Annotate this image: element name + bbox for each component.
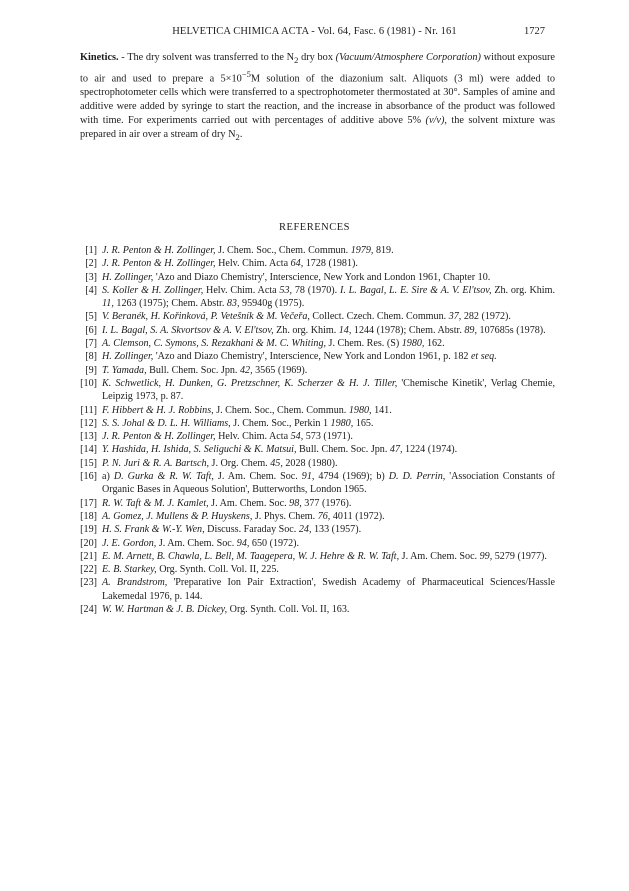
reference-segment: 'Chemische Kinetik', Verlag Chemie, Leipzig 1973, p. 87. [102, 377, 555, 403]
reference-italic: V. Beranék, H. Kořinková, P. Vetešník & M. Večeřa, [102, 311, 310, 323]
reference-italic: 42, [239, 364, 253, 376]
reference-segment: 819. [373, 245, 394, 256]
reference-italic: D. Gurka & R. W. Taft, [113, 471, 214, 483]
reference-number: [4] [85, 284, 97, 296]
reference-italic: D. D. Perrin, [388, 471, 446, 483]
reference-italic: 98, [289, 497, 302, 509]
reference-item [75, 443, 555, 456]
reference-segment: Org. Synth. Coll. Vol. II, 225. [156, 564, 279, 576]
reference-text [102, 443, 555, 456]
reference-italic: 11, [102, 298, 114, 310]
reference-segment: J. Org. Chem. [209, 457, 271, 469]
reference-segment: 107685s (1978). [477, 324, 546, 336]
reference-segment: Org. Synth. Coll. Vol. II, 163. [227, 604, 350, 616]
reference-segment: 95940g (1975). [239, 298, 305, 310]
reference-italic: 76, [317, 510, 331, 522]
reference-italic: W. W. Hartman & J. B. Dickey, [102, 604, 228, 616]
kinetics-text: without exposure to air and used to prepare a 5×10 [80, 52, 555, 85]
reference-italic: 54, [290, 431, 304, 443]
reference-item [75, 377, 555, 404]
reference-number: [10] [80, 377, 97, 389]
reference-segment: 1244 (1978); Chem. Abstr. [351, 324, 465, 336]
reference-item [75, 364, 555, 377]
reference-segment: 'Association Constants of Organic Bases in Aqueous Solution', Butterworths, London 1965. [102, 471, 555, 496]
reference-segment: 78 (1970). [292, 284, 340, 296]
reference-segment: 133 (1957). [311, 524, 362, 536]
reference-number: [3] [85, 271, 97, 283]
reference-number: [5] [85, 311, 97, 323]
reference-text [102, 364, 555, 377]
kinetics-text: - The dry solvent was transferred to the N [118, 52, 295, 63]
reference-italic: 1980, [401, 338, 425, 350]
reference-number: [11] [80, 404, 97, 416]
reference-text [102, 603, 555, 616]
reference-number: [6] [85, 324, 97, 336]
reference-number: [19] [80, 524, 97, 536]
reference-italic: A. Clemson, C. Symons, S. Rezakhani & M. C. Whiting, [102, 338, 327, 350]
reference-item [75, 537, 555, 550]
reference-italic: F. Hibbert & H. J. Robbins, [102, 404, 214, 416]
reference-text [102, 350, 555, 363]
reference-number: [8] [85, 351, 97, 363]
reference-segment: J. Chem. Soc., Perkin 1 [230, 417, 331, 429]
reference-item [75, 497, 555, 510]
reference-segment: Zh. org. Khim. [491, 284, 555, 296]
reference-text [102, 310, 555, 323]
reference-italic: S. Koller & H. Zollinger, [102, 284, 204, 296]
page-number: 1727 [524, 26, 545, 37]
reference-segment: J. Chem. Soc., Chem. Commun. [213, 404, 349, 416]
reference-text [102, 457, 555, 470]
reference-segment: 282 (1972). [461, 311, 511, 323]
reference-italic: 1980, [330, 417, 354, 429]
kinetics-text: M solution of the diazonium salt. Aliquots (3 ml) were added to spectrophotometer cells which were transferred to a spectrophotometer thermostated at 30°. Samples of amine and additive were added by syringe to start the reaction, and the increase in absorbance of the product was followed with time. For experiments carried out with percentages of additive above 5% [80, 73, 556, 127]
reference-italic: H. Zollinger, [102, 351, 154, 363]
reference-item [75, 257, 555, 270]
reference-item [75, 523, 555, 536]
reference-italic: K. Schwetlick, H. Dunken, G. Pretzschner, K. Scherzer & H. J. Tiller, [102, 377, 398, 389]
reference-segment: Helv. Chim. Acta [215, 431, 291, 443]
reference-italic: A. Brandstrom, [102, 577, 168, 589]
reference-italic: Y. Hashida, H. Ishida, S. Seliguchi & K. Matsui, [102, 444, 297, 456]
reference-segment: J. Am. Chem. Soc. [213, 471, 302, 483]
reference-text [102, 377, 555, 404]
reference-italic: 83, [226, 298, 240, 310]
reference-item [75, 324, 555, 337]
reference-number: [20] [80, 537, 97, 549]
reference-number: [18] [80, 510, 97, 522]
reference-italic: H. S. Frank & W.-Y. Wen, [102, 524, 205, 536]
reference-number: [16] [80, 471, 97, 483]
reference-italic: P. N. Juri & R. A. Bartsch, [102, 457, 210, 469]
reference-number: [13] [80, 431, 97, 443]
reference-italic: 47, [389, 444, 403, 456]
reference-segment: Collect. Czech. Chem. Commun. [309, 311, 449, 323]
reference-number: [12] [80, 417, 97, 429]
reference-italic: R. W. Taft & M. J. Kamlet, [102, 497, 209, 509]
reference-italic: J. R. Penton & H. Zollinger, [102, 258, 216, 270]
reference-italic: J. R. Penton & H. Zollinger, [102, 431, 216, 443]
reference-italic: T. Yamada, [102, 364, 147, 376]
reference-segment: 3565 (1969). [252, 364, 308, 376]
running-head: HELVETICA CHIMICA ACTA - Vol. 64, Fasc. 6 (1981) - Nr. 161 [172, 26, 457, 37]
reference-segment: 165. [353, 417, 374, 429]
reference-item [75, 404, 555, 417]
reference-text [102, 324, 555, 337]
reference-italic: H. Zollinger, [102, 271, 154, 283]
reference-italic: I. L. Bagal, L. E. Sire & A. V. El'tsov, [339, 284, 492, 296]
reference-item [75, 350, 555, 363]
reference-text [102, 284, 555, 311]
reference-italic: 14, [338, 324, 352, 336]
kinetics-subscript: 2 [294, 55, 299, 66]
reference-segment: J. Phys. Chem. [252, 510, 318, 522]
reference-item [75, 284, 555, 311]
reference-item [75, 470, 555, 497]
reference-italic: E. M. Arnett, B. Chawla, L. Bell, M. Taagepera, W. J. Hehre & R. W. Taft, [102, 550, 400, 562]
reference-text [102, 257, 555, 270]
reference-italic: 89, [464, 324, 477, 336]
reference-italic: I. L. Bagal, S. A. Skvortsov & A. V. El'tsov, [102, 324, 274, 336]
reference-segment: J. Chem. Soc., Chem. Commun. [215, 245, 351, 256]
reference-italic: 94, [236, 537, 250, 549]
reference-segment: 1224 (1974). [402, 444, 458, 456]
reference-item [75, 430, 555, 443]
reference-segment: 573 (1971). [303, 431, 353, 443]
kinetics-superscript: −5 [241, 68, 251, 79]
reference-segment: 650 (1972). [249, 537, 300, 549]
reference-italic: E. B. Starkey, [102, 564, 157, 576]
reference-italic: 45, [270, 457, 283, 469]
reference-text [102, 563, 555, 576]
reference-item [75, 510, 555, 523]
reference-segment: 1728 (1981). [303, 258, 358, 270]
reference-number: [24] [80, 604, 97, 616]
reference-segment: J. Am. Chem. Soc. [156, 537, 237, 549]
reference-segment: 162. [424, 338, 445, 350]
reference-item [75, 603, 555, 616]
kinetics-text: , the solvent mixture was prepared in air over a stream of dry N [80, 115, 555, 140]
reference-text [102, 271, 555, 284]
reference-italic: S. S. Johal & D. L. H. Williams, [102, 417, 231, 429]
reference-italic: 91, [301, 471, 315, 483]
reference-segment: Bull. Chem. Soc. Jpn. [146, 364, 240, 376]
reference-segment: Zh. org. Khim. [273, 324, 339, 336]
reference-text [102, 550, 555, 563]
reference-text [102, 523, 555, 536]
reference-italic: J. R. Penton & H. Zollinger, [102, 245, 216, 256]
references-title: REFERENCES [279, 222, 350, 233]
reference-item [75, 271, 555, 284]
reference-segment: Helv. Chim. Acta [203, 284, 280, 296]
reference-segment: 1263 (1975); Chem. Abstr. [113, 298, 227, 310]
reference-list [75, 244, 555, 616]
reference-item [75, 337, 555, 350]
reference-segment: 5279 (1977). [492, 550, 547, 562]
reference-segment: 'Azo and Diazo Chemistry', Interscience, New York and London 1961, p. 182 [153, 351, 471, 363]
reference-number: [23] [80, 577, 97, 589]
reference-item [75, 244, 555, 257]
reference-italic: et seq. [470, 351, 497, 363]
reference-segment: 4011 (1972). [330, 510, 385, 522]
reference-text [102, 576, 555, 603]
reference-item [75, 417, 555, 430]
reference-text [102, 430, 555, 443]
reference-text [102, 510, 555, 523]
kinetics-paragraph [80, 51, 555, 145]
reference-number: [7] [85, 338, 97, 350]
kinetics-subscript: 2 [235, 132, 240, 143]
reference-item [75, 310, 555, 323]
reference-text [102, 497, 555, 510]
reference-text [102, 337, 555, 350]
reference-number: [21] [80, 550, 97, 562]
reference-item [75, 576, 555, 603]
reference-segment: J. Chem. Res. (S) [326, 338, 402, 350]
reference-number: [2] [85, 258, 97, 270]
reference-italic: 99, [479, 550, 493, 562]
reference-italic: 1980, [348, 404, 372, 416]
reference-segment: 4794 (1969); b) [314, 471, 389, 483]
reference-text [102, 537, 555, 550]
kinetics-italic: (v/v) [425, 115, 445, 127]
reference-number: [9] [85, 364, 97, 376]
reference-segment: 'Preparative Ion Pair Extraction', Swedish Academy of Pharmaceutical Sciences/Hassle Lakemedal 1976, p. 144. [102, 577, 556, 602]
reference-segment: J. Am. Chem. Soc. [399, 550, 480, 562]
reference-segment: J. Am. Chem. Soc. [208, 497, 290, 509]
kinetics-text: . [239, 129, 243, 140]
reference-segment: a) [102, 471, 114, 483]
reference-number: [22] [80, 564, 97, 576]
reference-italic: A. Gomez, J. Mullens & P. Huyskens, [102, 510, 253, 522]
reference-item [75, 457, 555, 470]
reference-item [75, 550, 555, 563]
reference-italic: 37, [448, 311, 462, 323]
reference-text [102, 470, 555, 497]
reference-italic: J. E. Gordon, [102, 537, 157, 549]
reference-text [102, 417, 555, 430]
reference-segment: Discuss. Faraday Soc. [204, 524, 299, 536]
reference-segment: 'Azo and Diazo Chemistry', Interscience, New York and London 1961, Chapter 10. [153, 271, 491, 283]
reference-italic: 53, [279, 284, 293, 296]
kinetics-italic: (Vacuum/Atmosphere Corporation) [335, 52, 481, 63]
reference-number: [15] [80, 457, 97, 469]
reference-segment: 377 (1976). [301, 497, 352, 509]
reference-segment: 141. [371, 404, 392, 416]
reference-text [102, 404, 555, 417]
reference-italic: 64, [290, 258, 304, 270]
reference-item [75, 563, 555, 576]
reference-segment: Bull. Chem. Soc. Jpn. [296, 444, 390, 456]
reference-number: [14] [80, 444, 97, 456]
reference-number: [17] [80, 497, 97, 509]
reference-segment: 2028 (1980). [282, 457, 338, 469]
reference-number: [1] [85, 245, 97, 256]
reference-italic: 24, [298, 524, 312, 536]
reference-segment: Helv. Chim. Acta [215, 258, 291, 270]
kinetics-text: dry box [298, 52, 336, 63]
reference-text [102, 244, 555, 257]
kinetics-heading: Kinetics. [80, 52, 119, 63]
reference-italic: 1979, [350, 245, 374, 256]
